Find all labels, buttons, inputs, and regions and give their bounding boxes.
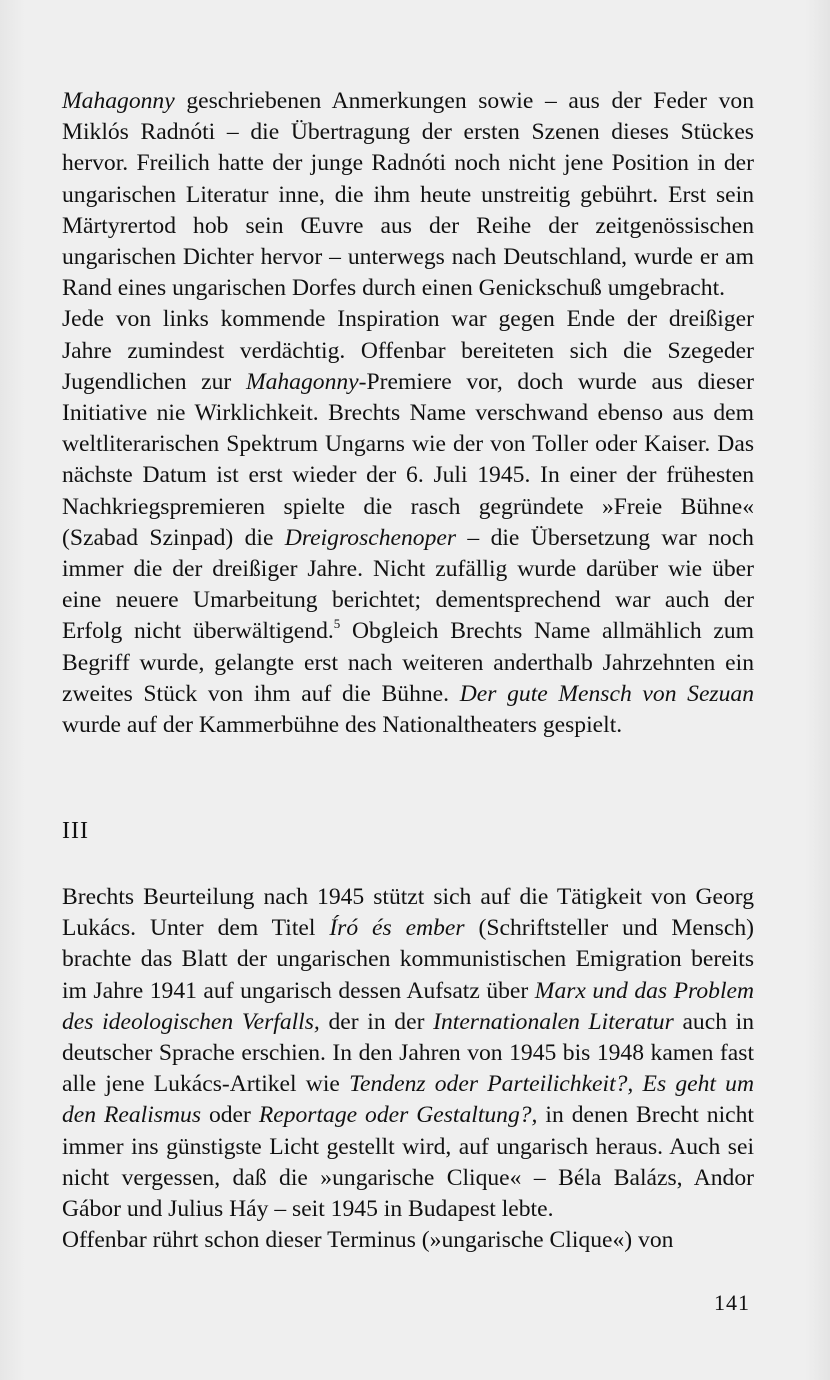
paragraph-text: auch in deutscher Sprache erschien. In den Jahren von 1945 bis 1948 kamen fast alle jene Lukács-Artikel wie xyxy=(62,1008,755,1098)
paragraph-text: in denen Brecht nicht immer ins günstigste Licht gestellt wird, auf ungarisch heraus. Auch sei nicht vergessen, daß die »ungarische Clique« – Béla Balázs, Andor Gábor und Julius Háy – seit 1945 in Budapest lebte. xyxy=(62,1102,754,1223)
footnote-marker: 5 xyxy=(333,616,341,632)
italic-title-iro-es-ember: Író és ember xyxy=(329,915,465,942)
page-number: 141 xyxy=(714,1290,750,1315)
body-text-upper xyxy=(62,86,754,741)
paragraph-clique: Offenbar rührt schon dieser Terminus (»ungarische Clique«) von xyxy=(62,1227,674,1254)
paragraph-text: Brechts Beurteilung nach 1945 stützt sich auf die Tätigkeit von Georg Lukács. Unter dem Titel xyxy=(62,884,754,942)
paragraph-text: wurde auf der Kammerbühne des Nationaltheaters gespielt. xyxy=(62,712,623,739)
paragraph-inspiration xyxy=(62,304,754,741)
italic-title-mahagonny: Mahagonny xyxy=(245,368,359,395)
italic-title-dreigroschenoper: Dreigroschenoper xyxy=(284,524,457,551)
paragraph-text: oder xyxy=(201,1102,259,1129)
section-heading: III xyxy=(62,818,89,844)
paragraph-radnoti xyxy=(62,86,754,304)
italic-title-marx: Marx und das Problem des ideologischen Verfalls, xyxy=(62,977,755,1035)
paragraph-text: geschriebenen Anmerkungen sowie – aus der Feder von Miklós Radnóti – die Übertragung der ersten Szenen dieses Stückes hervor. Freilich hatte der junge Radnóti noch nicht jene Position in der ungarischen Literatur inne, die ihm heute unstreitig gebührt. Erst sein Märtyrertod hob sein Œuvre aus der Reihe der zeitgenössischen ungarischen Dichter hervor – unterwegs nach Deutschland, wurde er am Rand eines ungarischen Dorfes durch einen Genickschuß umgebracht. xyxy=(62,88,754,302)
italic-title-tendenz: Tendenz oder Parteilichkeit?, Es geht um den Realismus xyxy=(62,1071,754,1129)
paragraph-text: Obgleich Brechts Name allmählich zum Begriff wurde, gelangte erst nach weiteren anderthalb Jahrzehnten ein zweites Stück von ihm auf die Bühne. xyxy=(62,618,754,707)
paragraph-text: (Schriftsteller und Mensch) brachte das Blatt der ungarischen kommunistischen Emigration bereits im Jahre 1941 auf ungarisch dessen Aufsatz über xyxy=(62,915,754,1004)
italic-title-reportage: Reportage oder Gestaltung?, xyxy=(258,1102,538,1129)
paragraph-text: -Premiere vor, doch wurde aus dieser Initiative nie Wirklichkeit. Brechts Name verschwand ebenso aus dem weltliterarischen Spektrum Ungarns wie der von Toller oder Kaiser. Das nächste Datum ist erst wieder der 6. Juli 1945. In einer der frühesten Nachkriegspremieren spielte die rasch gegründete »Freie Bühne« (Szabad Szinpad) die xyxy=(62,368,754,551)
paragraph-lukacs xyxy=(62,882,754,1225)
italic-title-sezuan: Der gute Mensch von Sezuan xyxy=(459,680,755,707)
body-text-lower xyxy=(62,882,754,1256)
italic-title-mahagonny: Mahagonny xyxy=(62,88,175,114)
paragraph-text: Jede von links kommende Inspiration war gegen Ende der dreißiger Jahre zumindest verdächtig. Offenbar bereiteten sich die Szegeder Jugendlichen zur xyxy=(62,306,754,395)
paragraph-text: – die Übersetzung war noch immer die der dreißiger Jahre. Nicht zufällig wurde darüber wie über eine neuere Umarbeitung berichtet; dementsprechend war auch der Erfolg nicht überwältigend. xyxy=(62,524,754,645)
paragraph-text: der in der xyxy=(319,1008,434,1035)
italic-title-internationale-literatur: Internationalen Literatur xyxy=(433,1008,674,1035)
